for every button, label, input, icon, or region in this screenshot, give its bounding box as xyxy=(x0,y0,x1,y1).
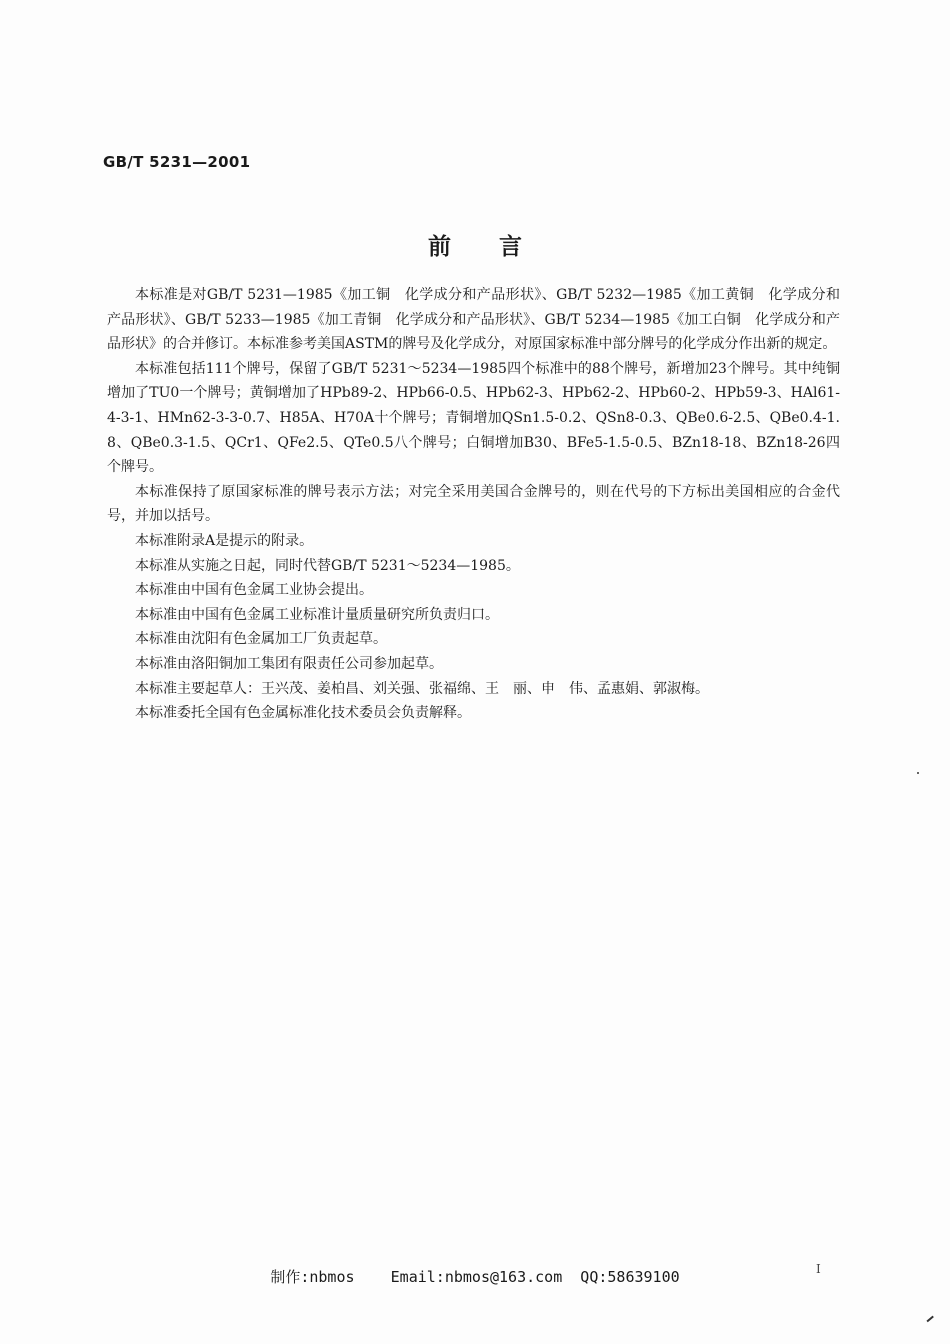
page-number: I xyxy=(816,1262,821,1276)
paragraph-co-drafted-by: 本标准由洛阳铜加工集团有限责任公司参加起草。 xyxy=(135,655,443,672)
paragraph-effective-date: 本标准从实施之日起，同时代替GB/T 5231～5234—1985。 xyxy=(135,557,520,574)
paragraph-proposed-by: 本标准由中国有色金属工业协会提出。 xyxy=(135,582,373,599)
paragraph-appendix: 本标准附录A是提示的附录。 xyxy=(135,532,314,549)
paragraph-administered-by: 本标准由中国有色金属工业标准计量质量研究所负责归口。 xyxy=(135,606,499,623)
paragraph-main-drafters: 本标准主要起草人：王兴茂、姜柏昌、刘关强、张福绵、王 丽、申 伟、孟惠娟、郭淑梅。 xyxy=(135,680,709,697)
paragraph-grade-count: 本标准包括111个牌号，保留了GB/T 5231～5234—1985四个标准中的88个牌号，新增加23个牌号。其中纯铜增加了TU0一个牌号；黄铜增加了HPb89-2、HPb66-0.5、HPb62-3、HPb62-2、HPb60-2、HPb59-3、HAl61-4-3-1、HMn62-3-3-0.7、H85A、H70A十个牌号；青铜增加QSn1.5-0.2、QSn8-0.3、QBe0.6-2.5、QBe0.4-1.8、QBe0.3-1.5、QCr1、QFe2.5、QTe0.5八个牌号；白铜增加B30、BFe5-1.5-0.5、BZn18-18、BZn18-26四个牌号。 xyxy=(107,360,840,476)
scan-tick-mark xyxy=(926,1316,933,1322)
paragraph-drafted-by: 本标准由沈阳有色金属加工厂负责起草。 xyxy=(135,631,387,648)
footer-credit: 制作:nbmos Email:nbmos@163.com QQ:58639100 xyxy=(270,1268,680,1286)
paragraph-revision-basis: 本标准是对GB/T 5231—1985《加工铜 化学成分和产品形状》、GB/T 5232—1985《加工黄铜 化学成分和产品形状》、GB/T 5233—1985《加工青铜 化学成分和产品形状》、GB/T 5234—1985《加工白铜 化学成分和产品形状》的合并修订。本标准参考美国ASTM的牌号及化学成分，对原国家标准中部分牌号的化学成分作出新的规定。 xyxy=(107,287,840,353)
paragraph-designation-method: 本标准保持了原国家标准的牌号表示方法；对完全采用美国合金牌号的，则在代号的下方标出美国相应的合金代号，并加以括号。 xyxy=(107,483,840,525)
standard-number: GB/T 5231—2001 xyxy=(103,153,251,171)
scan-speck xyxy=(917,772,919,774)
paragraph-interpretation: 本标准委托全国有色金属标准化技术委员会负责解释。 xyxy=(135,705,471,722)
page-title: 前言 xyxy=(428,234,570,260)
foreword-body xyxy=(107,283,840,726)
